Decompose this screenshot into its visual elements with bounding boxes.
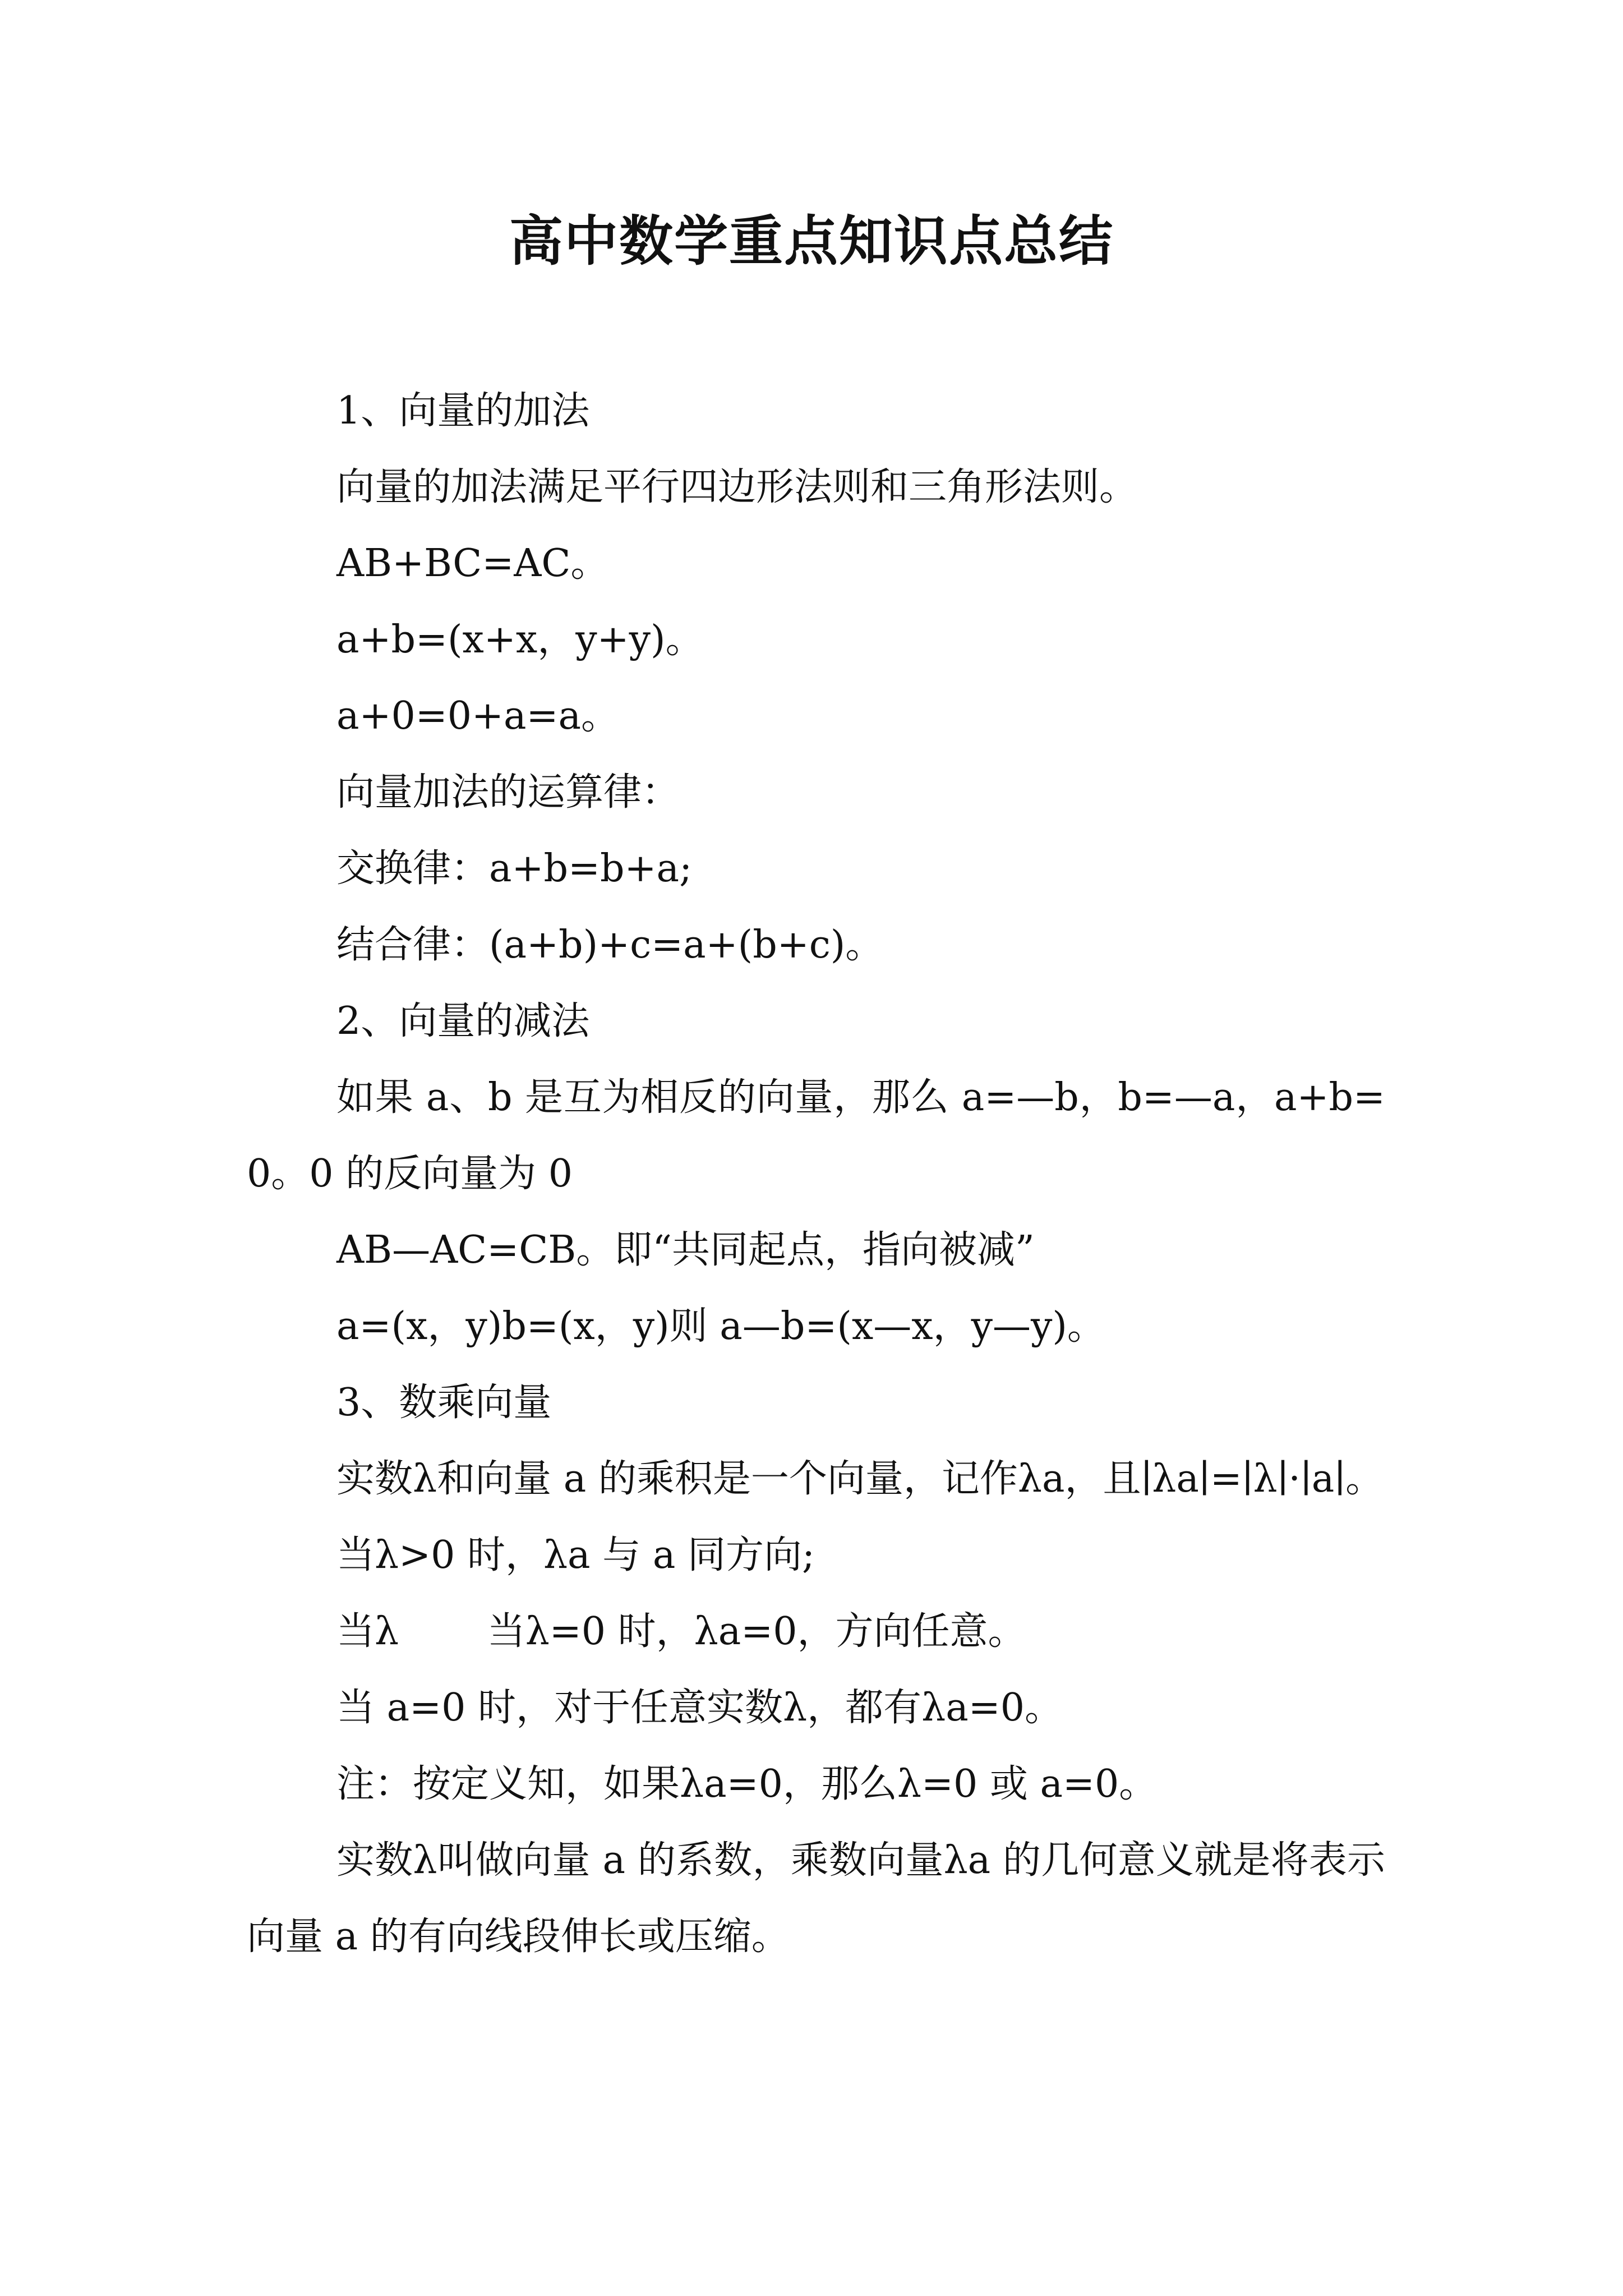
document-body xyxy=(247,373,1385,1975)
paragraph: 如果 a、b 是互为相反的向量，那么 a=—b，b=—a，a+b=0。0 的反向量为 0 xyxy=(247,1075,1385,1196)
section-heading-scalar-multiplication: 3、数乘向量 xyxy=(336,1381,552,1425)
paragraph: 向量的加法满足平行四边形法则和三角形法则。 xyxy=(336,465,1138,509)
paragraph: 向量加法的运算律： xyxy=(336,770,680,815)
paragraph: 注：按定义知，如果λa=0，那么λ=0 或 a=0。 xyxy=(336,1762,1158,1806)
paragraph: 当λ 当λ=0 时，λa=0，方向任意。 xyxy=(336,1609,1026,1654)
document-title: 高中数学重点知识点总结 xyxy=(509,209,1114,273)
formula-line: 结合律：(a+b)+c=a+(b+c)。 xyxy=(336,923,884,967)
section-heading-vector-subtraction: 2、向量的减法 xyxy=(336,999,590,1043)
paragraph: 当λ>0 时，λa 与 a 同方向; xyxy=(336,1533,815,1577)
paragraph: 当 a=0 时，对于任意实数λ，都有λa=0。 xyxy=(336,1686,1063,1730)
formula-line: a=(x，y)b=(x，y)则 a—b=(x—x，y—y)。 xyxy=(336,1304,1105,1349)
paragraph: 实数λ叫做向量 a 的系数，乘数向量λa 的几何意义就是将表示向量 a 的有向线段伸长或压缩。 xyxy=(247,1838,1385,1959)
section-heading-vector-addition: 1、向量的加法 xyxy=(336,389,590,433)
paragraph: 实数λ和向量 a 的乘积是一个向量，记作λa，且∣λa∣=∣λ∣·∣a∣。 xyxy=(336,1457,1384,1501)
formula-line: 交换律：a+b=b+a; xyxy=(336,846,692,891)
formula-line: AB+BC=AC。 xyxy=(336,541,609,586)
formula-line: AB—AC=CB。即“共同起点，指向被减” xyxy=(336,1228,1035,1272)
formula-line: a+0=0+a=a。 xyxy=(336,694,620,738)
formula-line: a+b=(x+x，y+y)。 xyxy=(336,618,704,662)
